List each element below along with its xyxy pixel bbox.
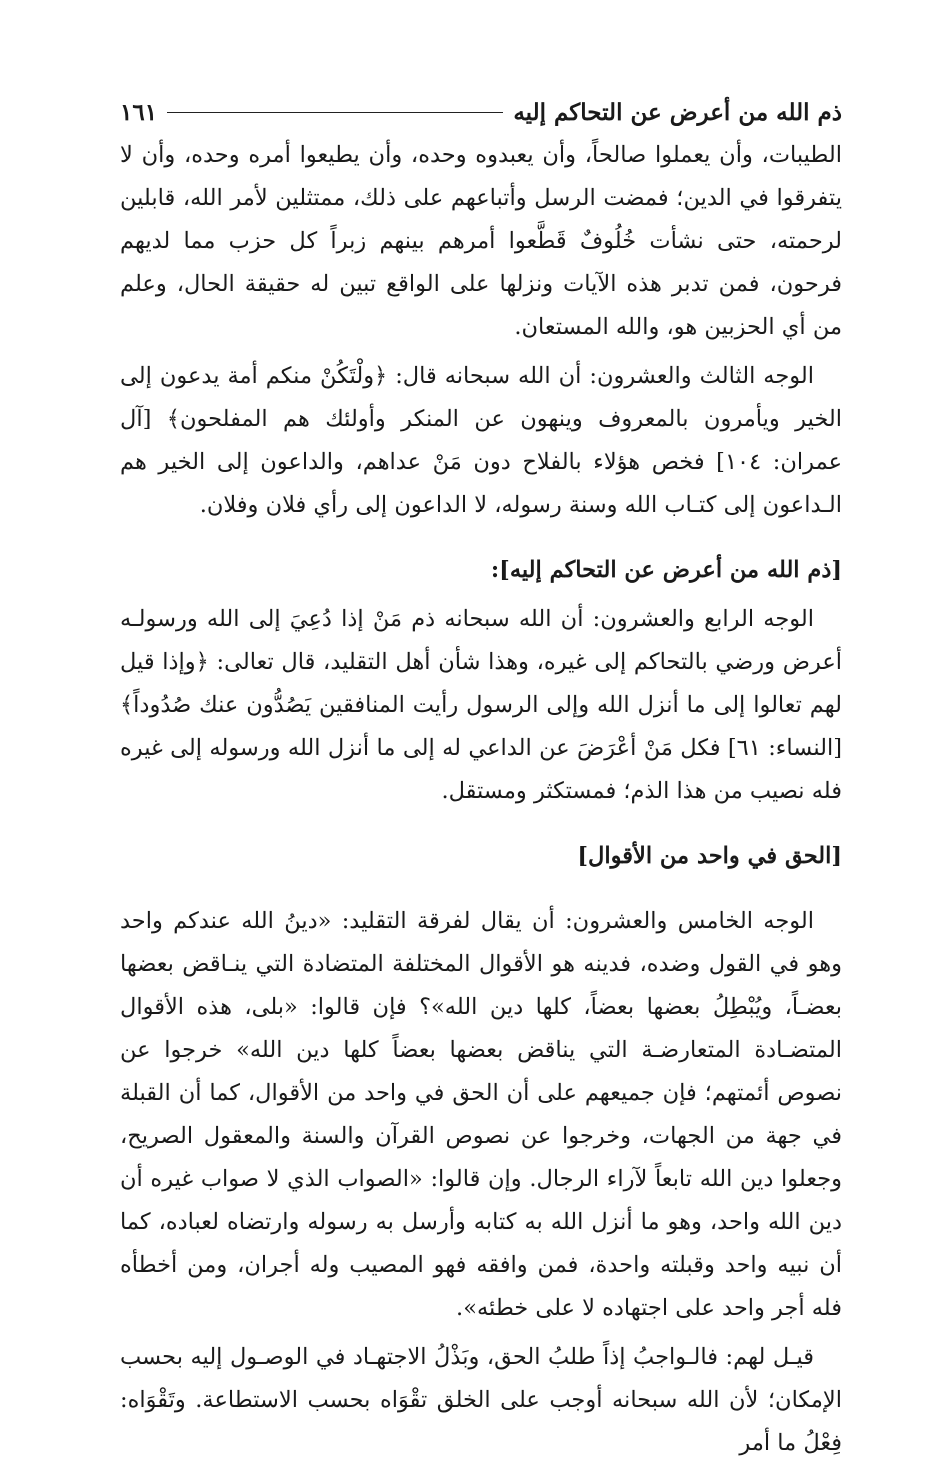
running-header	[120, 90, 842, 134]
paragraph-5: قيـل لهم: فالـواجبُ إذاً طلبُ الحق، وبَذْلُ الاجتهـاد في الوصـول إليه بحسب الإمكان؛ لأن الله سبحانه أوجب على الخلق تقْوَاه بحسب الاستطاعة. وتَقْوَاه: فِعْلُ ما أمر	[120, 1344, 842, 1456]
header-rule	[167, 112, 503, 113]
paragraph-4: الوجه الخامس والعشرون: أن يقال لفرقة التقليد: «دينُ الله عندكم واحد وهو في القول وضده، فدينه هو الأقوال المختلفة المتضادة التي ينـاقض بعضها بعضـاً، ويُبْطِلُ بعضها بعضاً، كلها دين الله»؟ فإن قالوا: «بلى، هذه الأقوال المتضـادة المتعارضـة التي يناقض بعضها بعضاً كلها دين الله» خرجوا عن نصوص أئمتهم؛ فإن جميعهم على أن الحق في واحد من الأقوال، كما أن القبلة في جهة من الجهات، وخرجوا عن نصوص القرآن والسنة والمعقول الصريح، وجعلوا دين الله تابعاً لآراء الرجال. وإن قالوا: «الصواب الذي لا صواب غيره أن دين الله واحد، وهو ما أنزل الله به كتابه وأرسل به رسوله وارتضاه لعباده، كما أن نبيه واحد وقبلته واحدة، فمن وافقه فهو المصيب وله أجران، ومن أخطأه فله أجر واحد على اجتهاده لا على خطئه».	[120, 908, 842, 1321]
section-heading-1: [ذم الله من أعرض عن التحاكم إليه]:	[490, 557, 842, 583]
header-title: ذم الله من أعرض عن التحاكم إليه	[513, 98, 842, 126]
book-page	[120, 90, 843, 1456]
paragraph-2: الوجه الثالث والعشرون: أن الله سبحانه قال: ﴿ولْتَكُنْ منكم أمة يدعون إلى الخير ويأمرون بالمعروف وينهون عن المنكر وأولئك هم المفلحون﴾ [آل عمران: ١٠٤] فخص هؤلاء بالفلاح دون مَنْ عداهم، والداعون إلى الخير هم الـداعون إلى كتـاب الله وسنة رسوله، لا الداعون إلى رأي فلان وفلان.	[120, 363, 843, 518]
paragraph-3: الوجه الرابع والعشرون: أن الله سبحانه ذم مَنْ إذا دُعِيَ إلى الله ورسولـه أعرض ورضي بالتحاكم إلى غيره، وهذا شأن أهل التقليد، قال تعالى: ﴿وإذا قيل لهم تعالوا إلى ما أنزل الله وإلى الرسول رأيت المنافقين يَصُدُّون عنك صُدُوداً﴾ [النساء: ٦١] فكل مَنْ أعْرَضَ عن الداعي له إلى ما أنزل الله ورسوله إلى غيره فله نصيب من هذا الذم؛ فمستكثر ومستقل.	[120, 606, 842, 804]
section-heading-2: [الحق في واحد من الأقوال]	[577, 843, 842, 869]
page-number: ١٦١	[120, 98, 158, 126]
paragraph-1: الطيبات، وأن يعملوا صالحاً، وأن يعبدوه وحده، وأن يطيعوا أمره وحده، وأن لا يتفرقوا في الدين؛ فمضت الرسل وأتباعهم على ذلك، ممتثلين لأمر الله، قابلين لرحمته، حتى نشأت خُلُوفٌ قَطَّعوا أمرهم بينهم زبراً كل حزب مما لديهم فرحون، فمن تدبر هذه الآيات ونزلها على الواقع تبين له حقيقة الحال، وعلم من أي الحزبين هو، والله المستعان.	[120, 142, 842, 340]
